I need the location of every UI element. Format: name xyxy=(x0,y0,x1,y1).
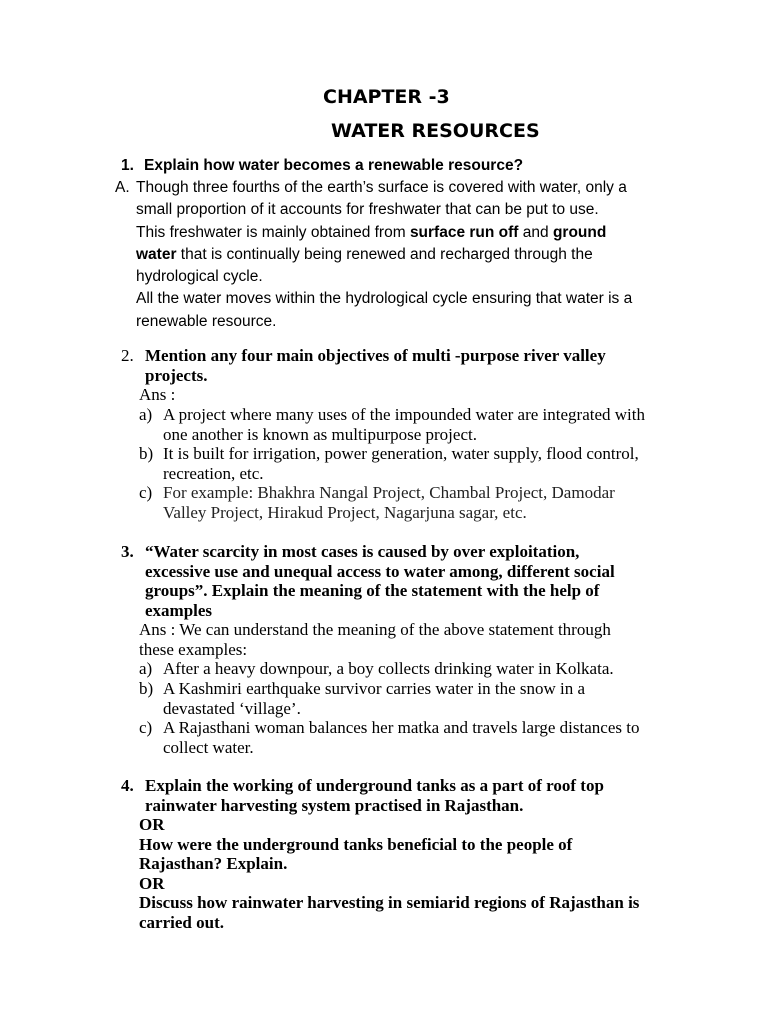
q3-item-b: A Kashmiri earthquake survivor carries water in the snow in a devastated ‘village’. xyxy=(163,679,586,718)
q1-question: Explain how water becomes a renewable resource? xyxy=(144,157,524,174)
q3-item-a-marker: a) xyxy=(139,659,153,678)
surface-run-off-term: surface run off xyxy=(409,223,519,241)
q3-number: 3. xyxy=(121,542,134,561)
ground-water-term: ground xyxy=(552,223,607,241)
q1-answer-line: This freshwater is mainly obtained from surface run off and ground xyxy=(136,223,607,241)
q2-number: 2. xyxy=(121,346,134,365)
q1-answer-line: hydrological cycle. xyxy=(136,268,263,286)
q3-item-c-marker: c) xyxy=(139,718,153,737)
q1-answer-line: All the water moves within the hydrological cycle ensuring that water is a xyxy=(136,290,633,308)
q4-question-part1: Explain the working of underground tanks as a part of roof top rainwater harvesting system practised in Rajasthan. xyxy=(145,776,604,815)
q2-item-a: A project where many uses of the impounded water are integrated with one another is known as multipurpose project. xyxy=(163,405,645,444)
or-label: OR xyxy=(139,815,165,834)
q4-question-rest: OR How were the underground tanks beneficial to the people of Rajasthan? Explain. OR Discuss how rainwater harvesting in semiarid regions of Rajasthan is carried out. xyxy=(139,815,640,932)
chapter-heading: CHAPTER -3 xyxy=(323,86,450,108)
q2-item-c: For example: Bhakhra Nangal Project, Chambal Project, Damodar Valley Project, Hirakud Project, Nagarjuna sagar, etc. xyxy=(163,483,615,522)
q3-ans-intro: Ans : We can understand the meaning of the above statement through these examples: xyxy=(139,620,611,659)
or-label: OR xyxy=(139,873,165,893)
q1-answer-line: small proportion of it accounts for freshwater that can be put to use. xyxy=(136,201,599,219)
q1-answer-marker: A. xyxy=(115,179,130,196)
q3-item-b-marker: b) xyxy=(139,679,154,698)
q1-answer-line: Though three fourths of the earth’s surface is covered with water, only a xyxy=(136,179,627,196)
q1-number: 1. xyxy=(121,157,134,174)
q3-item-a: After a heavy downpour, a boy collects drinking water in Kolkata. xyxy=(163,659,614,678)
q1-answer-line: renewable resource. xyxy=(136,312,277,330)
q2-question: Mention any four main objectives of multi -purpose river valley projects. xyxy=(145,346,606,385)
q2-ans-label: Ans : xyxy=(139,385,176,404)
q2-item-b: It is built for irrigation, power generation, water supply, flood control, recreation, etc. xyxy=(163,444,639,483)
q1-answer xyxy=(136,177,632,333)
q3-question: “Water scarcity in most cases is caused by over exploitation, excessive use and unequal access to water among, different social groups”. Explain the meaning of the statement with the help of examples xyxy=(145,542,615,620)
q1-answer-line: water that is continually being renewed and recharged through the xyxy=(136,245,593,263)
page-title: WATER RESOURCES xyxy=(331,120,540,142)
q2-item-a-marker: a) xyxy=(139,405,153,424)
q2-item-b-marker: b) xyxy=(139,444,154,463)
q4-number: 4. xyxy=(121,776,134,795)
q3-item-c: A Rajasthani woman balances her matka and travels large distances to collect water. xyxy=(163,718,640,757)
q2-item-c-marker: c) xyxy=(139,483,153,502)
